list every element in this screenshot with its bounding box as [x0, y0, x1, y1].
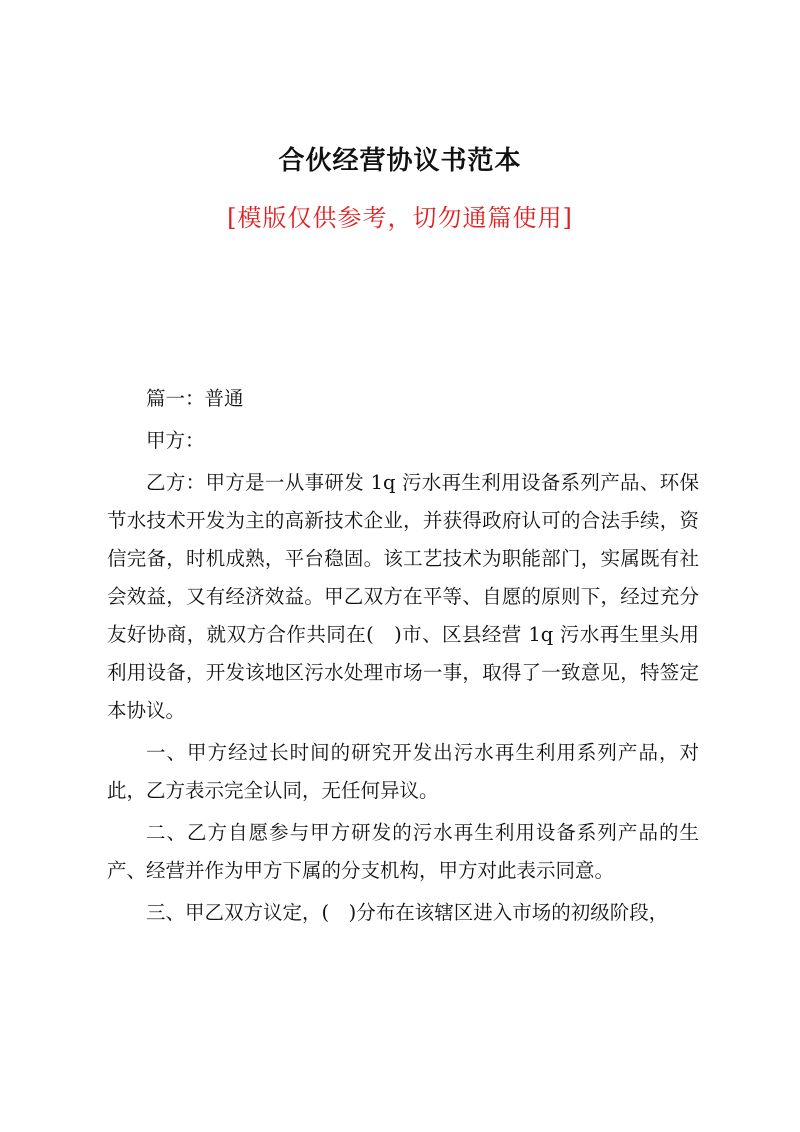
section-heading: 篇一：普通 — [146, 387, 244, 410]
document-subtitle: [模版仅供参考，切勿通篇使用] — [227, 204, 573, 232]
clause-1: 一、甲方经过长时间的研究开发出污水再生利用系列产品，对此，乙方表示完全认同，无任何异议。 — [107, 741, 699, 802]
document-title: 合伙经营协议书范本 — [278, 146, 522, 176]
party-a-line: 甲方： — [146, 429, 205, 452]
clause-2: 二、乙方自愿参与甲方研发的污水再生利用设备系列产品的生产、经营并作为甲方下属的分支机构，甲方对此表示同意。 — [107, 821, 699, 882]
preamble-paragraph: 乙方：甲方是一从事研发 1q 污水再生利用设备系列产品、环保节水技术开发为主的高新技术企业，并获得政府认可的合法手续，资信完备，时机成熟，平台稳固。该工艺技术为职能部门，实属既有社会效益，又有经济效益。甲乙双方在平等、自愿的原则下，经过充分友好协商，就双方合作共同在( )市、区县经营 1q 污水再生里头用利用设备，开发该地区污水处理市场一事，取得了一致意见，特签定本协议。 — [107, 471, 699, 722]
clause-3: 三、甲乙双方议定，( )分布在该辖区进入市场的初级阶段， — [146, 901, 669, 924]
document-body — [107, 380, 699, 936]
